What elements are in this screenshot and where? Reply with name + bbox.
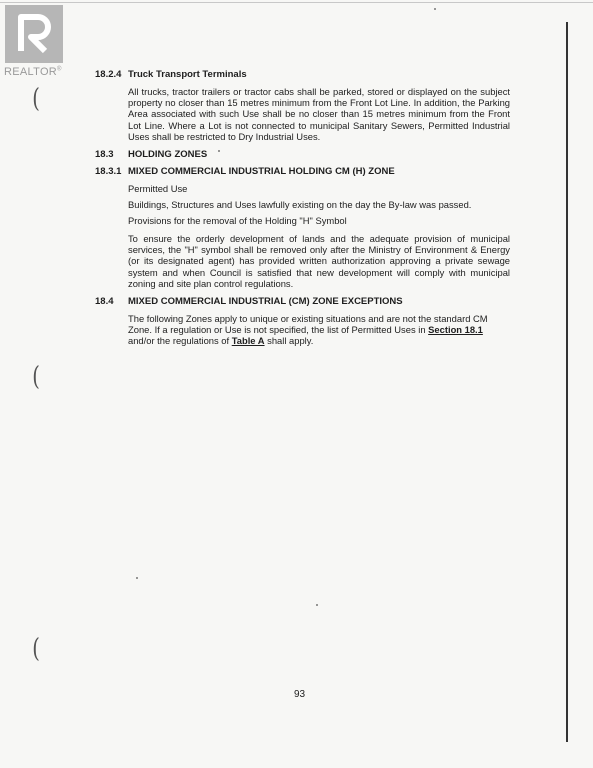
page-top-edge: [0, 2, 593, 3]
page-right-edge: [566, 22, 568, 742]
scan-speck: [218, 150, 220, 152]
realtor-r-icon: [5, 5, 63, 63]
scan-speck: [136, 577, 138, 579]
binder-hole-mark: (: [32, 84, 40, 114]
realtor-logo: [5, 5, 63, 63]
section-number: 18.3.1: [95, 166, 122, 177]
section-heading: HOLDING ZONES: [128, 149, 208, 160]
realtor-wordmark: REALTOR®: [4, 66, 62, 78]
section-paragraph: All trucks, tractor trailers or tractor cabs shall be parked, stored or displayed on the subject property no closer than 15 metres minimum from the Front Lot Line. In addition, the Parking Area associated with such Use shall be no closer than 15 metres minimum from the Front Lot Line. Where a Lot is not connected to municipal Sanitary Sewers, Permitted Industrial Uses shall be restricted to Dry Industrial Uses.: [128, 86, 510, 142]
provisions-label: Provisions for the removal of the Holding "H" Symbol: [128, 215, 347, 226]
section-18-1-link[interactable]: Section 18.1: [428, 324, 483, 336]
table-a-link[interactable]: Table A: [231, 335, 265, 347]
provisions-paragraph: To ensure the orderly development of lands and the adequate provision of municipal services, the "H" symbol shall be removed only after the Ministry of Environment & Energy (or its designated agent) has provided written authorization approving a private sewage system and when Council is satisfied that new development will comply with municipal zoning and site plan control regulations.: [128, 233, 510, 289]
section-heading: MIXED COMMERCIAL INDUSTRIAL (CM) ZONE EXCEPTIONS: [128, 296, 403, 307]
section-heading: MIXED COMMERCIAL INDUSTRIAL HOLDING CM (H) ZONE: [128, 166, 395, 177]
section-number: 18.4: [95, 296, 114, 307]
page-number: 93: [294, 689, 306, 700]
scan-speck: [434, 8, 436, 10]
binder-hole-mark: (: [32, 362, 40, 392]
section-heading: Truck Transport Terminals: [128, 69, 247, 80]
binder-hole-mark: (: [32, 634, 40, 664]
section-number: 18.2.4: [95, 69, 122, 80]
scan-speck: [316, 604, 318, 606]
permitted-use-text: Buildings, Structures and Uses lawfully existing on the day the By-law was passed.: [128, 199, 472, 210]
exceptions-paragraph: The following Zones apply to unique or existing situations and are not the standard CM Zone. If a regulation or Use is not specified, the list of Permitted Uses in Section 18.1 and/or the regulations of Table A shall apply.: [128, 313, 488, 347]
permitted-use-label: Permitted Use: [128, 183, 188, 194]
section-number: 18.3: [95, 149, 114, 160]
